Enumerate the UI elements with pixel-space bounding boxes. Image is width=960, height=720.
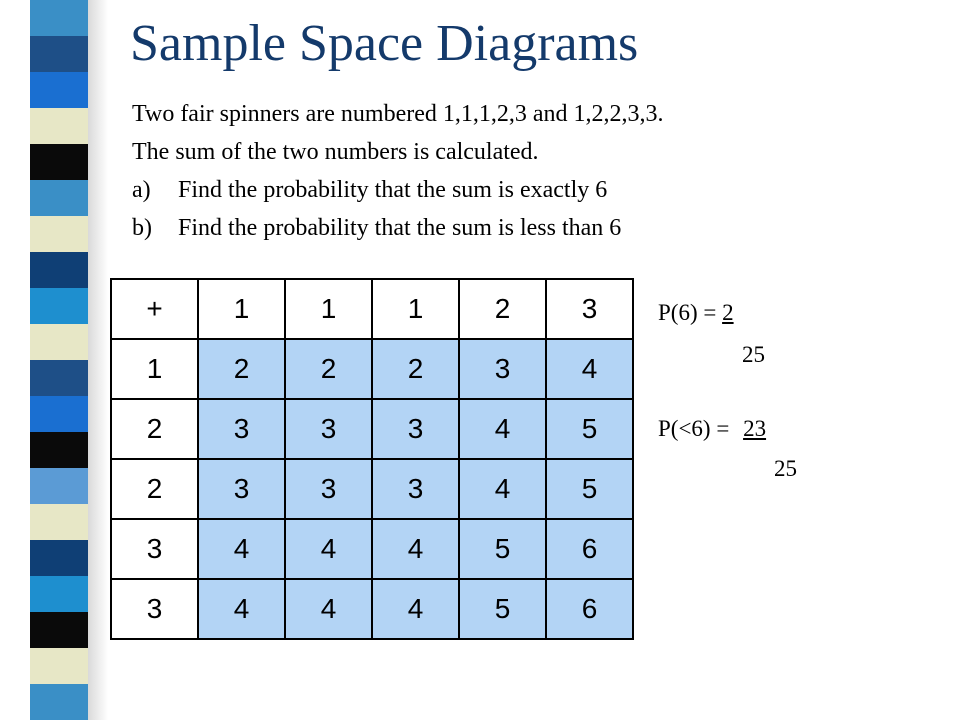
sum-cell: 3 [285,459,372,519]
sum-cell: 3 [198,459,285,519]
column-header: 1 [198,279,285,339]
sum-cell: 2 [198,339,285,399]
plt6-answer [658,416,766,442]
stripe-segment [30,108,88,144]
stripe-segment [30,396,88,432]
sample-space-table [110,278,634,640]
stripe-segment [30,288,88,324]
stripe-segment [30,612,88,648]
column-header: 1 [285,279,372,339]
stripe-segment [30,684,88,720]
slide-title: Sample Space Diagrams [130,15,639,72]
sum-cell: 3 [285,399,372,459]
stripe-segment [30,576,88,612]
sum-cell: 5 [546,399,633,459]
sum-cell: 3 [372,459,459,519]
table-row [111,459,633,519]
column-header: 2 [459,279,546,339]
sum-cell: 5 [459,519,546,579]
stripe-segment [30,180,88,216]
sum-cell: 5 [546,459,633,519]
sum-cell: 4 [459,459,546,519]
stripe-segment [30,648,88,684]
p6-denominator: 25 [742,342,765,367]
sum-cell: 2 [285,339,372,399]
table-row [111,399,633,459]
stripe-segment [30,72,88,108]
problem-line-1: Two fair spinners are numbered 1,1,1,2,3 and 1,2,2,3,3. [132,101,664,127]
table-row [111,579,633,639]
sum-cell: 4 [285,579,372,639]
p6-answer [658,300,734,326]
plt6-denominator: 25 [774,456,797,481]
table-row [111,339,633,399]
plt6-numerator: 23 [743,416,767,441]
sum-cell: 6 [546,519,633,579]
stripe-segment [30,432,88,468]
sum-cell: 4 [198,579,285,639]
sum-cell: 4 [459,399,546,459]
stripe-segment [30,324,88,360]
decorative-stripe [30,0,88,720]
stripe-segment [30,216,88,252]
row-header: 2 [111,399,198,459]
row-header: 2 [111,459,198,519]
stripe-segment [30,252,88,288]
plt6-label: P(<6) = [658,416,730,441]
sum-cell: 4 [198,519,285,579]
table-row [111,519,633,579]
p6-label: P(6) = [658,300,717,325]
sum-cell: 4 [285,519,372,579]
sum-cell: 4 [372,519,459,579]
corner-cell: + [111,279,198,339]
sum-cell: 2 [372,339,459,399]
sum-cell: 5 [459,579,546,639]
sum-cell: 4 [372,579,459,639]
stripe-segment [30,504,88,540]
sum-cell: 3 [459,339,546,399]
stripe-segment [30,144,88,180]
part-a-marker: a) [132,177,151,203]
sum-cell: 3 [198,399,285,459]
part-b-marker: b) [132,215,152,241]
part-a-text: Find the probability that the sum is exactly 6 [178,177,608,203]
stripe-segment [30,0,88,36]
sum-cell: 3 [372,399,459,459]
part-b-text: Find the probability that the sum is less than 6 [178,215,622,241]
stripe-shadow [88,0,108,720]
stripe-segment [30,468,88,504]
p6-numerator: 2 [722,300,734,325]
sum-cell: 4 [546,339,633,399]
row-header: 3 [111,579,198,639]
table-header-row [111,279,633,339]
problem-part-a [132,177,607,204]
row-header: 3 [111,519,198,579]
problem-line-2: The sum of the two numbers is calculated. [132,139,539,165]
column-header: 1 [372,279,459,339]
stripe-segment [30,36,88,72]
sum-cell: 6 [546,579,633,639]
row-header: 1 [111,339,198,399]
column-header: 3 [546,279,633,339]
problem-part-b [132,215,621,242]
stripe-segment [30,360,88,396]
stripe-segment [30,540,88,576]
